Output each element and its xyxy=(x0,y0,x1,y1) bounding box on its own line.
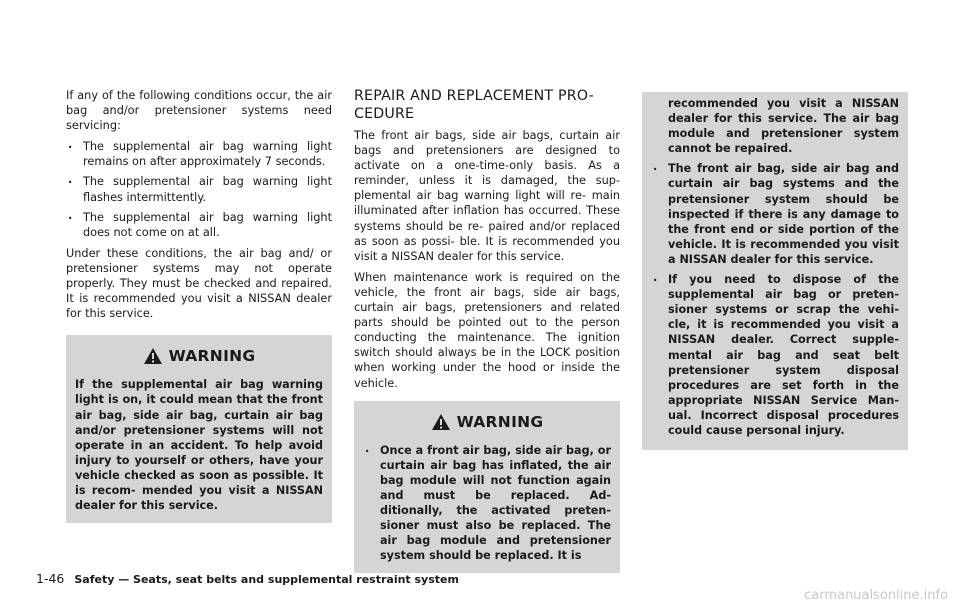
column-2 xyxy=(354,88,620,573)
maintenance-paragraph: When maintenance work is required on the vehicle, the front air bags, side air bags, curtain air bags, pretensioners and related parts should be pointed out to the person conducting the maintenance. The ignition switch should always be in the LOCK position when working under the hood or inside the vehicle. xyxy=(354,270,620,390)
intro-paragraph: If any of the following conditions occur, the air bag and/or pretensioner systems need servicing: xyxy=(66,89,332,133)
list-item: . The supplemental air bag warning light remains on after approximately 7 seconds. xyxy=(66,139,332,169)
list-item: . Once a front air bag, side air bag, or curtain air bag has inflated, the air bag module will not function again and must be replaced. Ad- ditionally, the activated preten- sioner must also be replaced. The air bag module and pretensioner system should be replaced. It is xyxy=(363,443,611,564)
list-item: . The supplemental air bag warning light flashes intermittently. xyxy=(66,174,332,204)
warning-box xyxy=(354,401,620,574)
footer-section-title: Safety — Seats, seat belts and supplemental restraint system xyxy=(74,573,459,586)
list-item: . If you need to dispose of the supplemental air bag or preten- sioner systems or scrap the vehi- cle, it is recommended you visit a NISSAN dealer. Correct supple- mental air bag and seat belt pretensioner system disposal procedures are set forth in the appropriate NISSAN Service Man- ual. Incorrect disposal procedures could cause personal injury. xyxy=(651,272,899,438)
warning-triangle-icon xyxy=(431,413,451,431)
list-item: . The supplemental air bag warning light does not come on at all. xyxy=(66,210,332,240)
warning-header xyxy=(75,347,323,365)
warning-box-continued xyxy=(642,92,908,450)
list-item-continued: recommended you visit a NISSAN dealer for this service. The air bag module and pretensioner system cannot be repaired. xyxy=(668,97,899,156)
section-heading: REPAIR AND REPLACEMENT PRO- CEDURE xyxy=(354,88,594,122)
warning-box xyxy=(66,335,332,523)
warning-text: If the supplemental air bag warning light is on, it could mean that the front air bag, side air bag, curtain air bag and/or pretensioner systems will not operate in an accident. To help avoid injury to yourself or others, have your vehicle checked as soon as possible. It is recom- mended you visit a NISSAN dealer for this service. xyxy=(75,378,323,513)
warning-title: WARNING xyxy=(456,412,544,431)
repair-paragraph: The front air bags, side air bags, curtain air bags and pretensioners are designed to activate on a one-time-only basis. As a reminder, unless it is damaged, the sup- plemental air bag warning light will re- main illuminated after inflation has occurred. These systems should be re- paired and/or replaced as soon as possi- ble. It is recommended you visit a NISSAN dealer for this service. xyxy=(354,129,620,263)
warning-header xyxy=(363,413,611,431)
column-1 xyxy=(66,88,332,523)
watermark: carmanualsonline.info xyxy=(804,588,948,603)
page-number: 1-46 xyxy=(36,571,65,586)
list-item: . The front air bag, side air bag and curtain air bag systems and the pretensioner system should be inspected if there is any damage to the front end or side portion of the vehicle. It is recommended you visit a NISSAN dealer for this service. xyxy=(651,161,899,267)
conditions-list xyxy=(66,139,332,240)
warning-title: WARNING xyxy=(168,347,256,366)
warning-triangle-icon xyxy=(143,347,163,365)
column-3 xyxy=(642,92,908,450)
warning-list xyxy=(651,96,899,438)
page-footer xyxy=(36,571,459,586)
service-paragraph: Under these conditions, the air bag and/ or pretensioner systems may not operate properly. They must be checked and repaired. It is recommended you visit a NISSAN dealer for this service. xyxy=(66,246,332,321)
warning-list xyxy=(363,443,611,564)
